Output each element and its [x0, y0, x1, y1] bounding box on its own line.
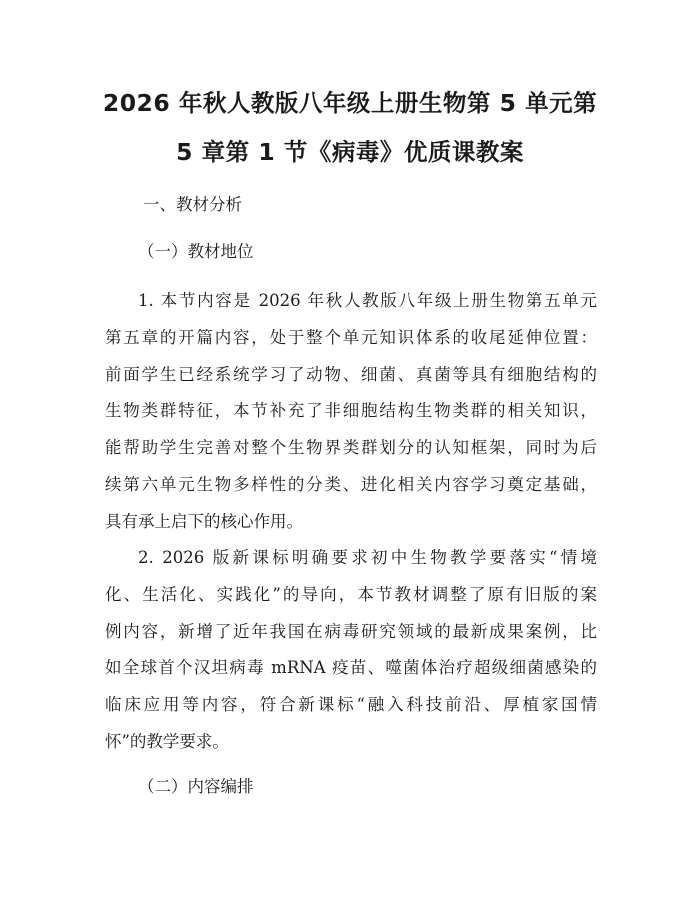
paragraph-2-line: 2. 2026 版新课标明确要求初中生物教学要落实“情境 [138, 548, 597, 567]
paragraph-2-line: 如全球首个汉坦病毒 mRNA 疫苗、噬菌体治疗超级细菌感染的 [105, 658, 597, 678]
paragraph-1-line: 具有承上启下的核心作用。 [105, 511, 303, 531]
paragraph-1-line: 第五章的开篇内容，处于整个单元知识体系的收尾延伸位置： [105, 327, 597, 347]
paragraph-1 [105, 283, 597, 541]
paragraph-2-line: 化、生活化、实践化”的导向，本节教材调整了原有旧版的案 [105, 584, 597, 604]
paragraph-1-line: 1. 本节内容是 2026 年秋人教版八年级上册生物第五单元 [138, 291, 597, 310]
paragraph-2-line: 临床应用等内容，符合新课标“融入科技前沿、厚植家国情 [105, 695, 597, 715]
paragraph-2-line: 例内容，新增了近年我国在病毒研究领域的最新成果案例，比 [105, 621, 597, 641]
paragraph-1-line: 生物类群特征，本节补充了非细胞结构生物类群的相关知识， [105, 401, 597, 421]
paragraph-2 [105, 540, 597, 761]
paragraph-1-line: 前面学生已经系统学习了动物、细菌、真菌等具有细胞结构的 [105, 364, 597, 384]
document-title-line-1: 2026 年秋人教版八年级上册生物第 5 单元第 [102, 89, 598, 117]
paragraph-1-line: 能帮助学生完善对整个生物界类群划分的认知框架，同时为后 [105, 438, 597, 458]
paragraph-1-line: 续第六单元生物多样性的分类、进化相关内容学习奠定基础， [105, 474, 597, 494]
subsection-heading-material-position: （一）教材地位 [138, 242, 254, 261]
paragraph-2-line: 怀”的教学要求。 [105, 731, 229, 751]
document-title-line-2: 5 章第 1 节《病毒》优质课教案 [176, 138, 524, 166]
section-heading-teaching-material-analysis: 一、教材分析 [143, 195, 242, 214]
subsection-heading-content-arrangement: （二）内容编排 [138, 777, 254, 796]
